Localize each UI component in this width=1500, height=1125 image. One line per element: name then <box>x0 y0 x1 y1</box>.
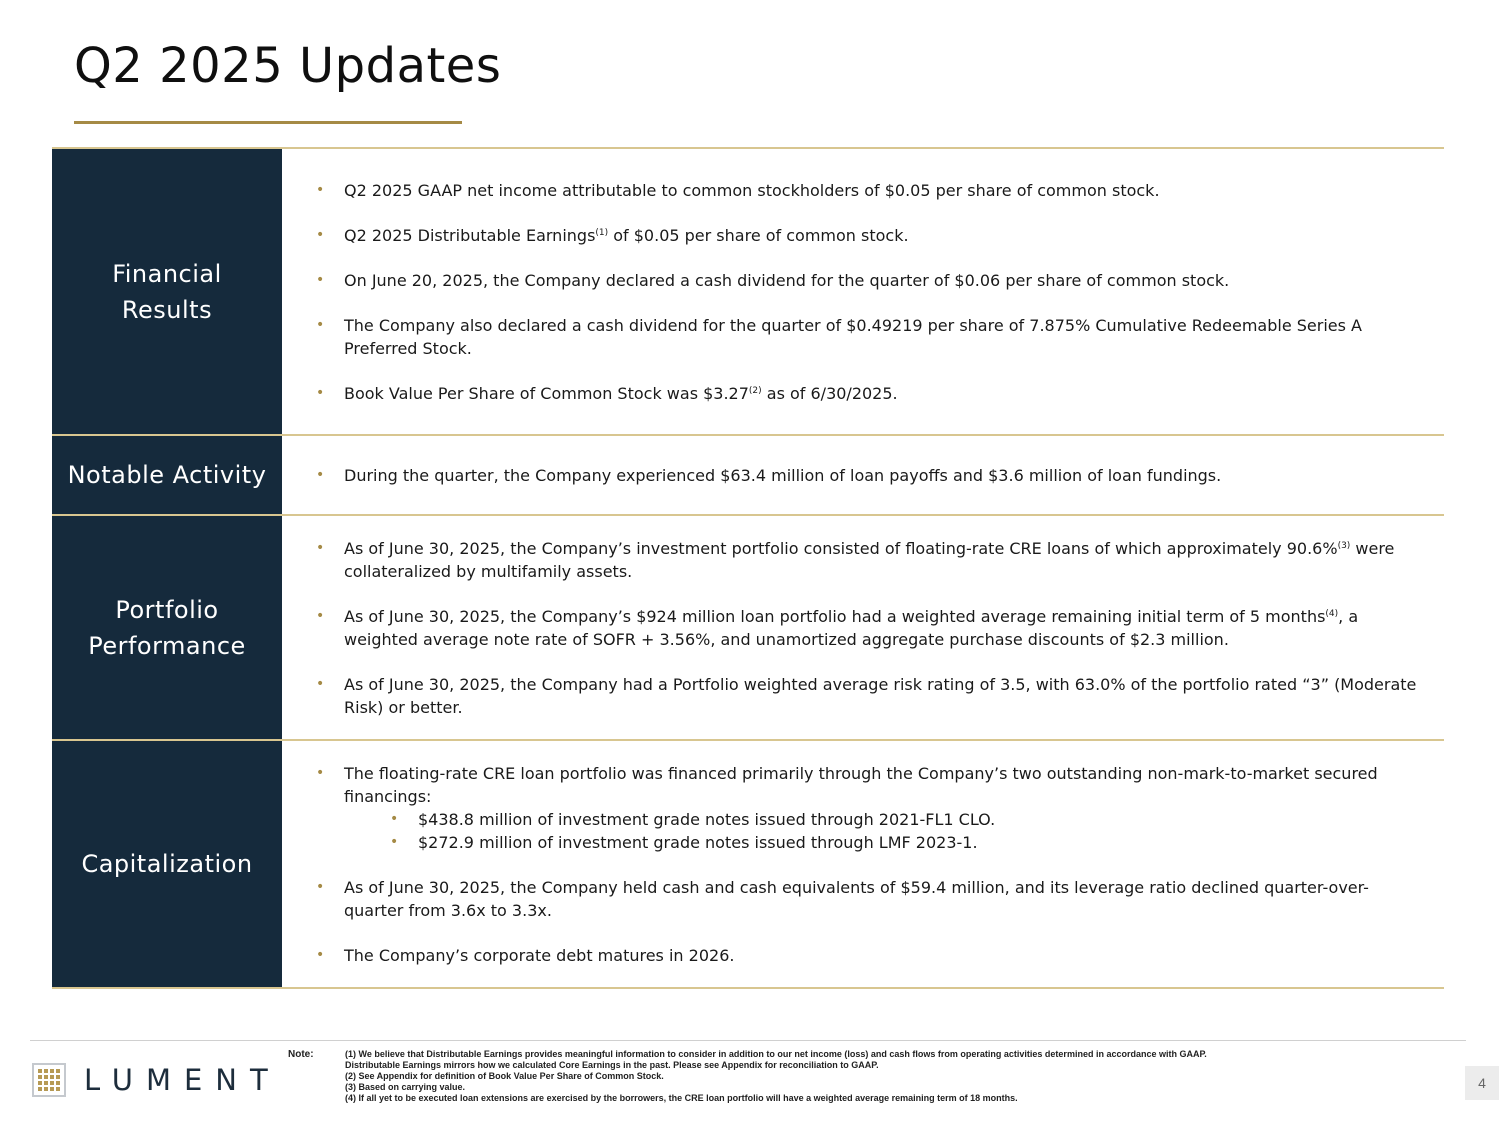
bullet-item: • The Company’s corporate debt matures in 2026. <box>316 944 1422 967</box>
bullet-list <box>316 464 1422 487</box>
row-label-portfolio-performance <box>52 516 282 739</box>
row-label-text: Portfolio Performance <box>88 595 246 660</box>
row-content-capitalization <box>282 741 1444 987</box>
sub-bullet-list <box>344 808 1422 854</box>
note-label: Note: <box>288 1049 314 1060</box>
footnote-line: (1) We believe that Distributable Earnings provides meaningful information to consider in addition to our net income (loss) and cash flows from operating activities determined in accordance with GAAP. <box>345 1049 1207 1059</box>
logo-wordmark: LUMENT <box>84 1063 281 1097</box>
footnote-ref: (4) <box>1325 608 1339 619</box>
row-label-financial-results <box>52 149 282 434</box>
row-capitalization <box>52 741 1444 989</box>
bullet-item: • The Company also declared a cash dividend for the quarter of $0.49219 per share of 7.875% Cumulative Redeemable Series A Preferred Stock. <box>316 314 1422 360</box>
footnote-line: (4) If all yet to be executed loan extensions are exercised by the borrowers, the CRE loan portfolio will have a weighted average remaining term of 18 months. <box>345 1093 1018 1103</box>
bullet-item: • During the quarter, the Company experienced $63.4 million of loan payoffs and $3.6 million of loan fundings. <box>316 464 1422 487</box>
row-notable-activity <box>52 436 1444 516</box>
bullet-item: • As of June 30, 2025, the Company held cash and cash equivalents of $59.4 million, and its leverage ratio declined quarter-over-quarter from 3.6x to 3.3x. <box>316 876 1422 922</box>
bullet-item: • The floating-rate CRE loan portfolio was financed primarily through the Company’s two outstanding non-mark-to-market secured financings: • $438.8 million of investment grade notes issued through 2021-FL1 CLO. • $272.9 million of investment grade notes issued through LMF 2023-1. <box>316 762 1422 854</box>
bullet-item: • Q2 2025 GAAP net income attributable to common stockholders of $0.05 per share of common stock. <box>316 179 1422 202</box>
footnote-ref: (2) <box>748 385 762 396</box>
page-title: Q2 2025 Updates <box>74 38 502 94</box>
title-underline <box>74 121 462 124</box>
bullet-item: • As of June 30, 2025, the Company’s investment portfolio consisted of floating-rate CRE loans of which approximately 90.6%$^{(3)}$ were collateralized by multifamily assets. <box>316 537 1422 583</box>
footnote-ref: (1) <box>595 227 609 238</box>
footnote-line: (3) Based on carrying value. <box>345 1082 466 1092</box>
footnote-ref: (3) <box>1337 540 1351 551</box>
bullet-item: • Q2 2025 Distributable Earnings$^{(1)}$ of $0.05 per share of common stock. <box>316 224 1422 247</box>
bullet-list <box>316 179 1422 405</box>
lument-logo <box>32 1063 281 1097</box>
sub-bullet-item: • $272.9 million of investment grade notes issued through LMF 2023-1. <box>390 831 1422 854</box>
row-label-notable-activity <box>52 436 282 514</box>
bullet-list <box>316 537 1422 719</box>
page-number: 4 <box>1465 1066 1499 1100</box>
row-content-portfolio-performance <box>282 516 1444 739</box>
row-financial-results <box>52 149 1444 436</box>
bullet-item: • As of June 30, 2025, the Company had a Portfolio weighted average risk rating of 3.5, with 63.0% of the portfolio rated “3” (Moderate Risk) or better. <box>316 673 1422 719</box>
row-label-capitalization <box>52 741 282 987</box>
logo-grid-icon <box>32 1063 66 1097</box>
bullet-item: • Book Value Per Share of Common Stock was $3.27$^{(2)}$ as of 6/30/2025. <box>316 382 1422 405</box>
sub-bullet-item: • $438.8 million of investment grade notes issued through 2021-FL1 CLO. <box>390 808 1422 831</box>
row-content-notable-activity <box>282 436 1444 514</box>
bullet-item: • On June 20, 2025, the Company declared a cash dividend for the quarter of $0.06 per share of common stock. <box>316 269 1422 292</box>
bullet-item: • As of June 30, 2025, the Company’s $924 million loan portfolio had a weighted average remaining initial term of 5 months$^{(4)}$, a weighted average note rate of SOFR + 3.56%, and unamortized aggregate purchase discounts of $2.3 million. <box>316 605 1422 651</box>
footnote-line: (2) See Appendix for definition of Book Value Per Share of Common Stock. <box>345 1071 664 1081</box>
row-content-financial-results <box>282 149 1444 434</box>
updates-table <box>52 147 1444 989</box>
row-label-text: Capitalization <box>81 850 253 878</box>
footer-divider <box>30 1040 1466 1041</box>
row-label-text: Notable Activity <box>67 461 267 489</box>
footnote-line: Distributable Earnings mirrors how we calculated Core Earnings in the past. Please see Appendix for reconciliation to GAAP. <box>345 1060 879 1070</box>
footnotes <box>345 1049 1435 1104</box>
row-label-text: Financial Results <box>112 259 222 324</box>
bullet-list <box>316 762 1422 967</box>
row-portfolio-performance <box>52 516 1444 741</box>
